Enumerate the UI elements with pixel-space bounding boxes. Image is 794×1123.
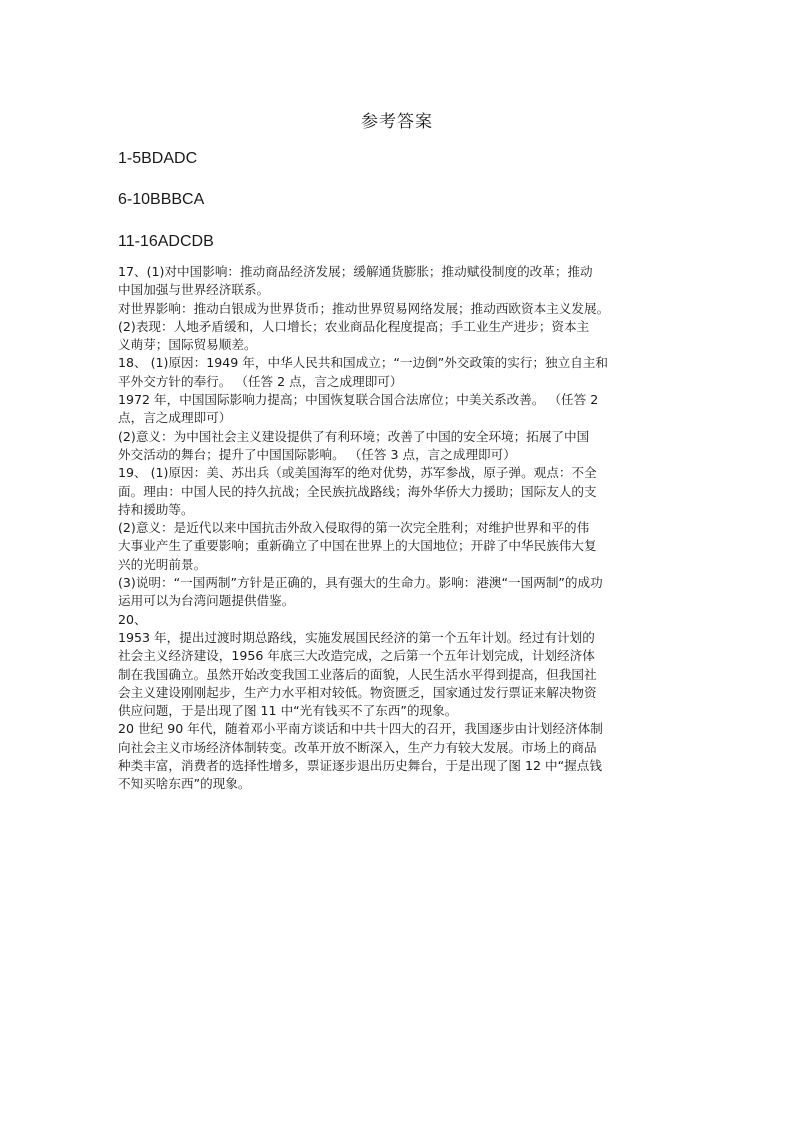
text-line: 17、(1)对中国影响：推动商品经济发展；缓解通货膨胀；推动赋役制度的改革；推动 [118,264,593,279]
text-line: (2)表现：人地矛盾缓和，人口增长；农业商品化程度提高；手工业生产进步；资本主 [118,318,590,334]
text-line: 1953 年，提出过渡时期总路线，实施发展国民经济的第一个五年计划。经过有计划的 [118,629,595,645]
text-line: 种类丰富，消费者的选择性增多，票证逐步退出历史舞台，于是出现了图 12 中“握点钱 [118,758,602,774]
text-line: (3)说明：“一国两制”方针是正确的，具有强大的生命力。影响：港澳“一国两制”的成功 [118,575,603,591]
text-line: 不知买啥东西”的现象。 [118,776,251,792]
answer-key-1-5: 1-5BDADC [118,150,198,167]
text-line: 19、 (1)原因：美、苏出兵（或美国海军的绝对优势，苏军参战，原子弹。观点：不全 [118,465,597,481]
answer-key-11-16: 11-16ADCDB [118,233,214,250]
text-line: 中国加强与世界经济联系。 [118,282,270,298]
text-line: 供应问题，于是出现了图 11 中“光有钱买不了东西”的现象。 [118,703,458,719]
text-line: 义萌芽；国际贸易顺差。 [118,337,257,353]
text-line: 20、 [118,611,147,627]
text-line: 面。理由：中国人民的持久抗战；全民族抗战路线；海外华侨大力援助；国际友人的支 [118,483,597,499]
text-line: 20 世纪 90 年代，随着邓小平南方谈话和中共十四大的召开，我国逐步由计划经济体制 [118,721,603,737]
answer-body [118,263,678,794]
text-line: 会主义建设刚刚起步，生产力水平相对较低。物资匮乏，国家通过发行票证来解决物资 [118,684,597,700]
text-line: 大事业产生了重要影响；重新确立了中国在世界上的大国地位；开辟了中华民族伟大复 [118,538,597,554]
text-line: (2)意义：为中国社会主义建设提供了有利环境；改善了中国的安全环境；拓展了中国 [118,428,590,444]
text-line: 18、 (1)原因：1949 年，中华人民共和国成立；“一边倒”外交政策的实行；独立自主和 [118,355,608,371]
text-line: 社会主义经济建设，1956 年底三大改造完成，之后第一个五年计划完成，计划经济体 [118,648,595,664]
text-line: 兴的光明前景。 [118,556,207,572]
text-line: (2)意义：是近代以来中国抗击外敌入侵取得的第一次完全胜利；对维护世界和平的伟 [118,520,590,536]
page-title: 参考答案 [361,112,433,132]
text-line: 运用可以为台湾问题提供借鉴。 [118,593,295,609]
text-line: 点，言之成理即可） [118,410,232,426]
text-line: 持和援助等。 [118,501,194,517]
answer-key-6-10: 6-10BBBCA [118,191,205,208]
text-line: 制在我国确立。虽然开始改变我国工业落后的面貌，人民生活水平得到提高，但我国社 [118,666,597,682]
text-line: 向社会主义市场经济体制转变。改革开放不断深入，生产力有较大发展。市场上的商品 [118,739,597,755]
text-line: 平外交方针的奉行。 （任答 2 点，言之成理即可） [118,373,403,389]
text-line: 1972 年，中国国际影响力提高；中国恢复联合国合法席位；中美关系改善。 （任答 2 [118,392,599,408]
text-line: 对世界影响：推动白银成为世界货币；推动世界贸易网络发展；推动西欧资本主义发展。 [118,300,610,316]
text-line: 外交活动的舞台；提升了中国国际影响。 （任答 3 点，言之成理即可） [118,446,516,462]
